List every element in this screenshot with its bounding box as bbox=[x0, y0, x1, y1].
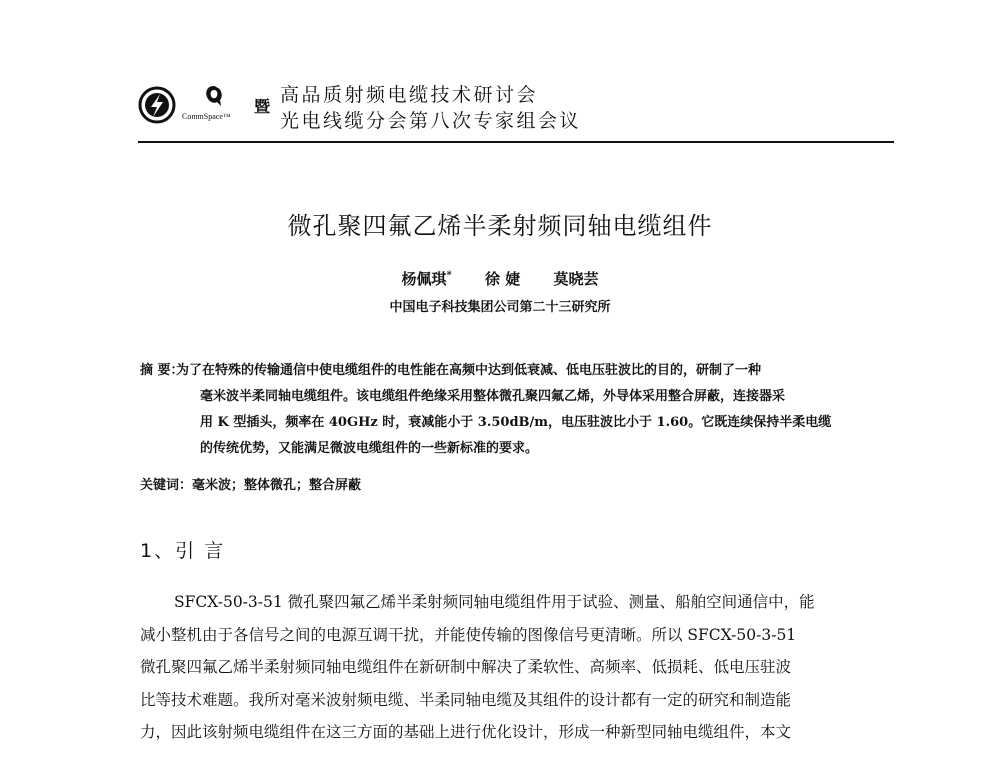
abstract-text bbox=[176, 358, 892, 462]
author-list bbox=[0, 268, 1000, 289]
commspace-brand-text: CommSpace™ bbox=[182, 112, 231, 121]
body-line: 比等技术难题。我所对毫米波射频电缆、半柔同轴电缆及其组件的设计都有一定的研究和制造能 bbox=[140, 690, 792, 709]
affiliation: 中国电子科技集团公司第二十三研究所 bbox=[389, 300, 611, 315]
commspace-logo bbox=[182, 84, 246, 124]
author-1-name: 杨佩琪 bbox=[401, 270, 447, 288]
abstract-line: 毫米波半柔同轴电缆组件。该电缆组件绝缘采用整体微孔聚四氟乙烯，外导体采用整合屏蔽，连接器采 bbox=[200, 389, 786, 404]
body-line: SFCX-50-3-51 微孔聚四氟乙烯半柔射频同轴电缆组件用于试验、测量、船舶空间通信中，能 bbox=[174, 593, 815, 611]
section-heading-introduction: 1、引 言 bbox=[140, 540, 226, 562]
commspace-logo-icon bbox=[202, 84, 226, 108]
body-line: 微孔聚四氟乙烯半柔射频同轴电缆组件在新研制中解决了柔软性、高频率、低损耗、低电压驻波 bbox=[140, 658, 792, 676]
body-line: 力，因此该射频电缆组件在这三方面的基础上进行优化设计，形成一种新型同轴电缆组件，本文 bbox=[140, 723, 792, 741]
conference-header bbox=[138, 80, 898, 140]
author-1 bbox=[402, 270, 452, 288]
paper-title: 微孔聚四氟乙烯半柔射频同轴电缆组件 bbox=[287, 212, 713, 240]
conference-title-line1: 高品质射频电缆技术研讨会 bbox=[280, 84, 539, 106]
author-3: 莫晓芸 bbox=[553, 270, 599, 288]
keywords: 关键词：毫米波；整体微孔；整合屏蔽 bbox=[140, 478, 362, 493]
conjunction-char: 暨 bbox=[254, 97, 271, 116]
conference-title-line2: 光电线缆分会第八次专家组会议 bbox=[280, 110, 582, 132]
abstract-line: 的传统优势，又能满足微波电缆组件的一些新标准的要求。 bbox=[200, 441, 539, 456]
abstract-label: 摘 要： bbox=[140, 363, 184, 378]
author-2: 徐 婕 bbox=[485, 270, 521, 288]
body-text bbox=[140, 586, 896, 749]
corresponding-author-mark: * bbox=[446, 270, 452, 281]
abstract-line: 用 K 型插头，频率在 40GHz 时，衰减能小于 3.50dB/m，电压驻波比小于 1.60。它既连续保持半柔电缆 bbox=[200, 415, 832, 430]
lightning-circle-logo-icon bbox=[138, 86, 176, 124]
body-line: 减小整机由于各信号之间的电源互调干扰，并能使传输的图像信号更清晰。所以 SFCX-50-3-51 bbox=[140, 625, 797, 644]
abstract-line: 为了在特殊的传输通信中使电缆组件的电性能在高频中达到低衰减、低电压驻波比的目的，研制了一种 bbox=[176, 363, 762, 378]
header-divider bbox=[138, 141, 894, 143]
